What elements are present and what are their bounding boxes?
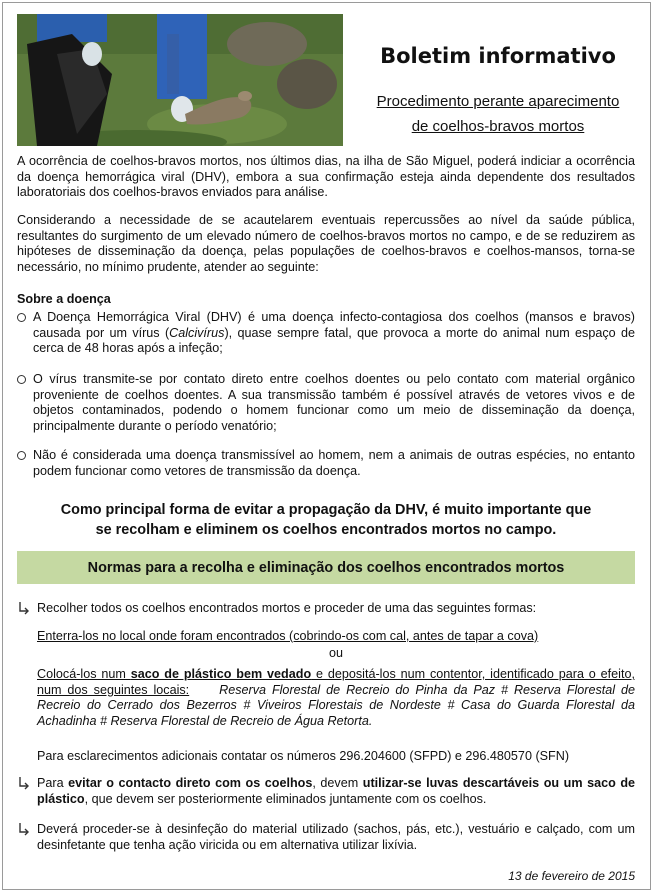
about-heading: Sobre a doença — [17, 292, 111, 306]
bullet-circle-icon — [17, 375, 26, 384]
bullet-circle-icon — [17, 313, 26, 322]
turn-right-arrow-icon — [17, 822, 31, 836]
norm-2-c: , devem — [312, 776, 363, 790]
norm-1-intro: Recolher todos os coelhos encontrados mortos e proceder de uma das seguintes formas: — [37, 601, 537, 615]
norm-1-contact: Para esclarecimentos adicionais contatar os números 296.204600 (SFPD) e 296.480570 (SFN) — [37, 749, 570, 763]
norm-1-locations: Reserva Florestal de Recreio do Pinha da Paz # Reserva Florestal de Recreio do Cerrado dos Bezerros # Viveiros Florestais de Nordeste # Casa do Guarda Florestal da Achadinha # Reserva Florestal de Recreio de Água Retorta. — [37, 682, 636, 728]
key-message-line-2: se recolham e eliminem os coelhos encontrados mortos no campo. — [95, 522, 557, 538]
key-message-line-1: Como principal forma de evitar a propagação da DHV, é muito importante que — [60, 502, 592, 518]
page-title: Boletim informativo — [380, 44, 616, 68]
norm-3-text: Deverá proceder-se à desinfeção do material utilizado (sachos, pás, etc.), vestuário e calçado, com um desinfetante que tenha ação viricida ou em alternativa utilizar lixívia. — [37, 822, 635, 852]
turn-right-arrow-icon — [17, 776, 31, 790]
norm-1-option-2-bag: saco de plástico bem vedado — [130, 667, 312, 681]
photo-gloved-hands-dead-rabbit — [17, 14, 343, 146]
turn-right-arrow-icon — [17, 601, 31, 615]
about-bullet-1 — [17, 310, 635, 357]
norm-2-e: , que devem ser posteriormente eliminados juntamente com os coelhos. — [84, 791, 487, 806]
norm-2-a: Para — [37, 776, 69, 790]
about-bullet-1-post: ), quase sempre fatal, que provoca a morte do animal num espaço de cerca de 48 horas após a infeção; — [33, 325, 635, 356]
about-bullet-2 — [17, 372, 635, 434]
norm-2-d: utilizar-se luvas descartáveis ou um saco de plástico — [37, 776, 636, 806]
page-subtitle — [350, 89, 646, 139]
intro-paragraph-2: Considerando a necessidade de se acautelarem eventuais repercussões ao nível da saúde pública, resultantes do surgimento de um elevado número de coelhos-bravos mortos no campo, e de se reduzirem as hipóteses de disseminação da doença, pelas populações de coelhos-bravos e coelhos-mansos, torna-se necessário, no mínimo prudente, atender ao seguinte: — [17, 213, 635, 274]
about-bullet-3-text: Não é considerada uma doença transmissível ao homem, nem a animais de outras espécies, no entanto podem funcionar como vetores de transmissão da doença. — [33, 448, 635, 478]
about-bullet-1-virus: Calcivírus — [169, 325, 225, 340]
norm-1-option-1: Enterra-los no local onde foram encontrados (cobrindo-os com cal, antes de tapar a cova) — [37, 629, 539, 643]
about-bullet-1-pre: A Doença Hemorrágica Viral (DHV) é uma doença infecto-contagiosa dos coelhos (mansos e bravos) causada por um vírus ( — [33, 310, 635, 340]
intro-paragraph-1: A ocorrência de coelhos-bravos mortos, nos últimos dias, na ilha de São Miguel, poderá indiciar a ocorrência da doença hemorrágica viral (DHV), embora a sua confirmação esteja ainda dependente dos resultados laboratoriais dos coelhos-bravos enviados para análise. — [17, 154, 635, 200]
subtitle-line-1: Procedimento perante aparecimento — [376, 93, 620, 110]
norm-2-b: evitar o contacto direto com os coelhos — [68, 776, 313, 790]
norms-heading-band: Normas para a recolha e eliminação dos coelhos encontrados mortos — [17, 551, 635, 584]
norm-1-option-2 — [37, 667, 635, 729]
norm-2-text — [37, 776, 635, 807]
about-bullet-3 — [17, 448, 635, 479]
key-message — [17, 500, 635, 540]
bullet-circle-icon — [17, 451, 26, 460]
about-bullet-2-text: O vírus transmite-se por contato direto entre coelhos doentes ou pelo contato com material orgânico proveniente de coelhos doentes. A sua transmissão também é possível através de vetores vivos e de objetos contaminados, podendo o homem funcionar como um meio de disseminação da doença, principalmente durante o período venatório; — [33, 372, 635, 433]
subtitle-line-2: de coelhos-bravos mortos — [411, 118, 585, 135]
norm-1-option-2-c: e depositá-los num contentor, identificado para o efeito, num dos seguintes locais: — [37, 667, 635, 697]
header-photo — [17, 14, 343, 146]
publication-date: 13 de fevereiro de 2015 — [508, 869, 635, 883]
norm-1-option-2-a: Colocá-los num — [37, 667, 131, 681]
norm-1-or: ou — [328, 646, 343, 660]
